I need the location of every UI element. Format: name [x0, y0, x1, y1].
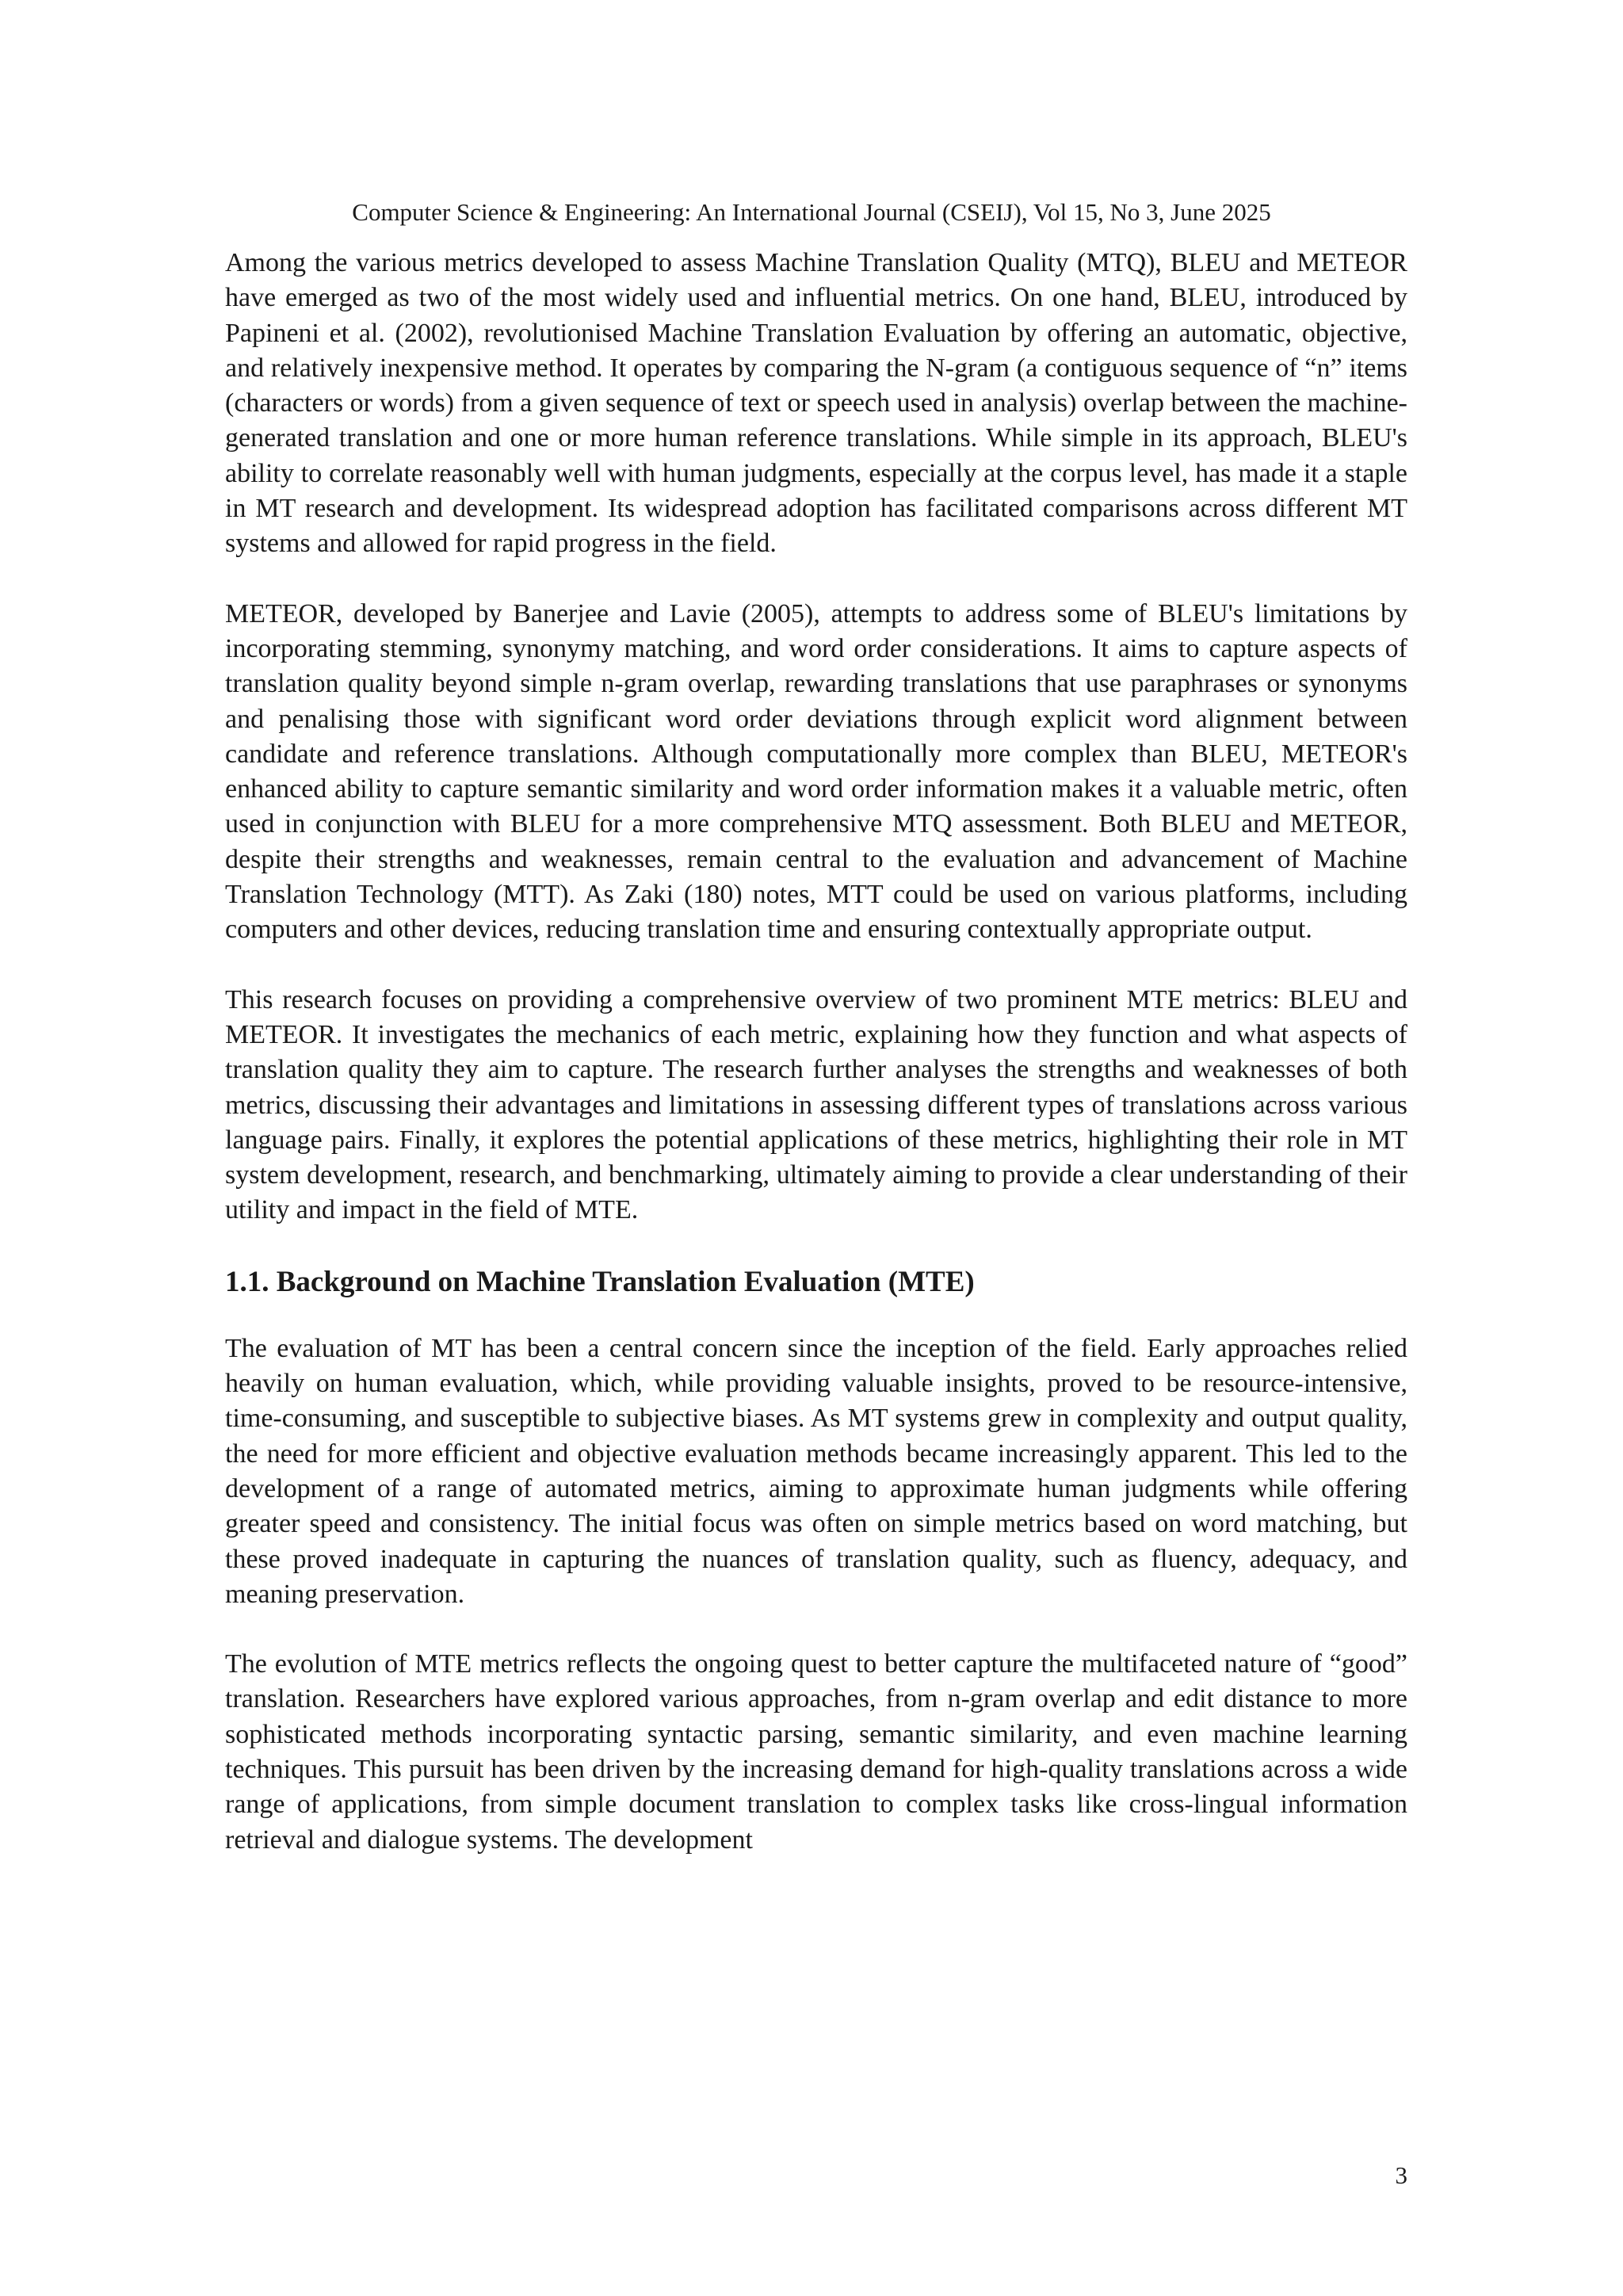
paragraph-mte-evolution: The evolution of MTE metrics reflects the ongoing quest to better capture the multifaceted nature of “good” translation. Researchers have explored various approaches, from n-gram overlap and edit distance to more sophisticated methods incorporating syntactic parsing, semantic similarity, and even machine learning techniques. This pursuit has been driven by the increasing demand for high-quality translations across a wide range of applications, from simple document translation to complex tasks like cross-lingual information retrieval and dialogue systems. The development	[225, 1649, 1407, 1855]
paragraph-mt-evaluation-history: The evaluation of MT has been a central concern since the inception of the field. Early approaches relied heavily on human evaluation, which, while providing valuable insights, proved to be resource-intensive, time-consuming, and susceptible to subjective biases. As MT systems grew in complexity and output quality, the need for more efficient and objective evaluation methods became increasingly apparent. This led to the development of a range of automated metrics, aiming to approximate human judgments while offering greater speed and consistency. The initial focus was often on simple metrics based on word matching, but these proved inadequate in capturing the nuances of translation quality, such as fluency, adequacy, and meaning preservation.	[225, 1333, 1407, 1609]
paragraph-meteor: METEOR, developed by Banerjee and Lavie (2005), attempts to address some of BLEU's limitations by incorporating stemming, synonymy matching, and word order considerations. It aims to capture aspects of translation quality beyond simple n-gram overlap, rewarding translations that use paraphrases or synonyms and penalising those with significant word order deviations through explicit word alignment between candidate and reference translations. Although computationally more complex than BLEU, METEOR's enhanced ability to capture semantic similarity and word order information makes it a valuable metric, often used in conjunction with BLEU for a more comprehensive MTQ assessment. Both BLEU and METEOR, despite their strengths and weaknesses, remain central to the evaluation and advancement of Machine Translation Technology (MTT). As Zaki (180) notes, MTT could be used on various platforms, including computers and other devices, reducing translation time and ensuring contextually appropriate output.	[225, 598, 1407, 945]
paragraph-metrics-intro: Among the various metrics developed to assess Machine Translation Quality (MTQ), BLEU and METEOR have emerged as two of the most widely used and influential metrics. On one hand, BLEU, introduced by Papineni et al. (2002), revolutionised Machine Translation Evaluation by offering an automatic, objective, and relatively inexpensive method. It operates by comparing the N-gram (a contiguous sequence of “n” items (characters or words) from a given sequence of text or speech used in analysis) overlap between the machine-generated translation and one or more human reference translations. While simple in its approach, BLEU's ability to correlate reasonably well with human judgments, especially at the corpus level, has made it a staple in MT research and development. Its widespread adoption has facilitated comparisons across different MT systems and allowed for rapid progress in the field.	[225, 248, 1407, 559]
paragraph-research-focus: This research focuses on providing a comprehensive overview of two prominent MTE metrics: BLEU and METEOR. It investigates the mechanics of each metric, explaining how they function and what aspects of translation quality they aim to capture. The research further analyses the strengths and weaknesses of both metrics, discussing their advantages and limitations in assessing different types of translations across various language pairs. Finally, it explores the potential applications of these metrics, highlighting their role in MT system development, research, and benchmarking, ultimately aiming to provide a clear understanding of their utility and impact in the field of MTE.	[225, 984, 1407, 1225]
running-header: Computer Science & Engineering: An International Journal (CSEIJ), Vol 15, No 3, June 2025	[352, 198, 1271, 226]
page-number: 3	[1395, 2161, 1407, 2189]
section-heading: 1.1. Background on Machine Translation Evaluation (MTE)	[225, 1265, 975, 1298]
body-text	[225, 246, 1407, 1893]
